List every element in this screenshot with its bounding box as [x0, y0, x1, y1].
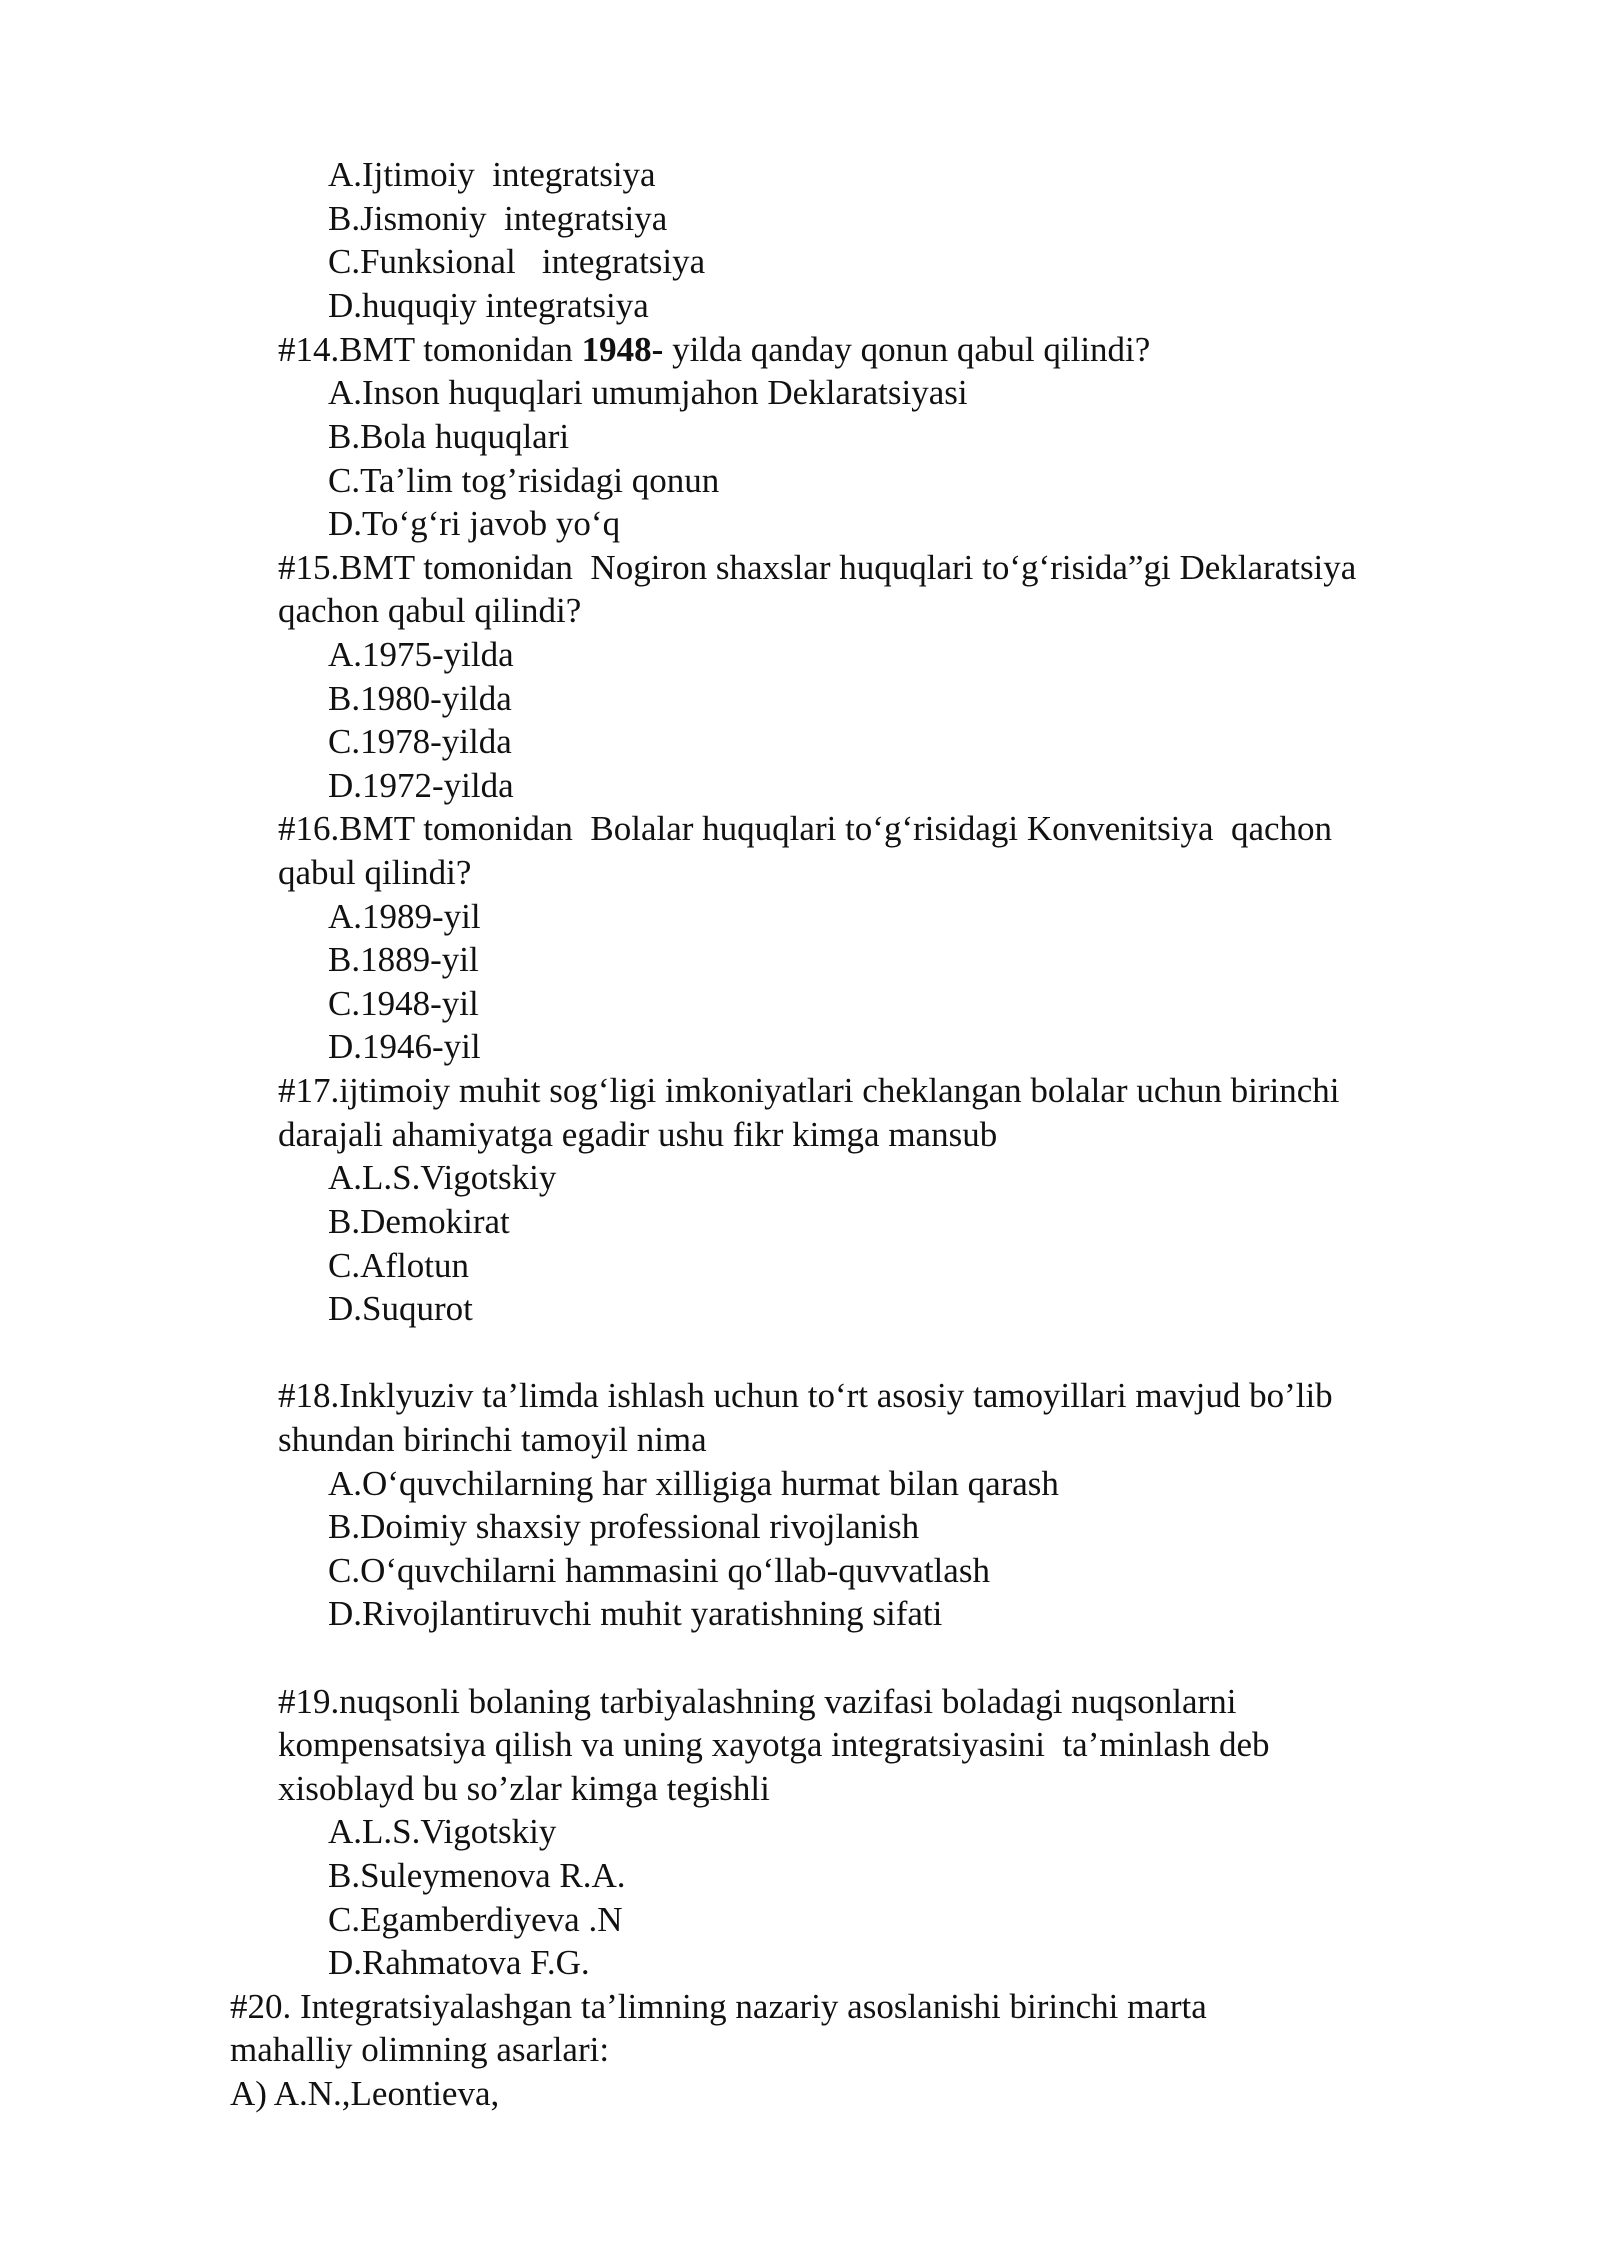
q19-question-line3: xisoblayd bu so’zlar kimga tegishli: [278, 1769, 770, 1808]
q17-option-b: B.Demokirat: [328, 1202, 510, 1241]
q18-option-c: C.O‘quvchilarni hammasini qo‘llab-quvvatlash: [328, 1551, 990, 1590]
q13-option-b: B.Jismoniy integratsiya: [328, 199, 668, 238]
q15-option-c: C.1978-yilda: [328, 722, 512, 761]
q16-question-line1: #16.BMT tomonidan Bolalar huquqlari to‘g‘risidagi Konvenitsiya qachon: [278, 809, 1333, 848]
q16-option-d: D.1946-yil: [328, 1027, 481, 1066]
q17-option-d: D.Suqurot: [328, 1289, 473, 1328]
q19-question-line1: #19.nuqsonli bolaning tarbiyalashning vazifasi boladagi nuqsonlarni: [278, 1682, 1237, 1721]
q19-option-c: C.Egamberdiyeva .N: [328, 1900, 623, 1939]
q17-option-a: A.L.S.Vigotskiy: [328, 1158, 557, 1197]
q15-question-line1: #15.BMT tomonidan Nogiron shaxslar huquqlari to‘g‘risida”gi Deklaratsiya: [278, 548, 1357, 587]
q14-prefix: #14.BMT tomonidan: [278, 330, 582, 369]
q16-option-b: B.1889-yil: [328, 940, 479, 979]
q17-question-line1: #17.ijtimoiy muhit sog‘ligi imkoniyatlari cheklangan bolalar uchun birinchi: [278, 1071, 1340, 1110]
q15-option-a: A.1975-yilda: [328, 635, 514, 674]
q20-question-line1: #20. Integratsiyalashgan ta’limning nazariy asoslanishi birinchi marta: [230, 1987, 1207, 2026]
q15-option-d: D.1972-yilda: [328, 766, 514, 805]
q19-question-line2: kompensatsiya qilish va uning xayotga integratsiyasini ta’minlash deb: [278, 1725, 1270, 1764]
q17-question-line2: darajali ahamiyatga egadir ushu fikr kimga mansub: [278, 1115, 998, 1154]
q17-option-c: C.Aflotun: [328, 1246, 469, 1285]
q14-option-b: B.Bola huquqlari: [328, 417, 570, 456]
q19-option-a: A.L.S.Vigotskiy: [328, 1812, 557, 1851]
q15-option-b: B.1980-yilda: [328, 679, 512, 718]
q19-option-b: B.Suleymenova R.A.: [328, 1856, 626, 1895]
q15-question-line2: qachon qabul qilindi?: [278, 591, 582, 630]
q14-year: 1948-: [581, 330, 664, 369]
q18-option-a: A.O‘quvchilarning har xilligiga hurmat bilan qarash: [328, 1464, 1059, 1503]
q16-option-a: A.1989-yil: [328, 897, 481, 936]
q13-option-d: D.huquqiy integratsiya: [328, 286, 649, 325]
q13-option-c: C.Funksional integratsiya: [328, 242, 706, 281]
q16-option-c: C.1948-yil: [328, 984, 479, 1023]
q18-question-line2: shundan birinchi tamoyil nima: [278, 1420, 707, 1459]
q14-option-c: C.Ta’lim tog’risidagi qonun: [328, 461, 720, 500]
q18-option-b: B.Doimiy shaxsiy professional rivojlanish: [328, 1507, 920, 1546]
q16-question-line2: qabul qilindi?: [278, 853, 472, 892]
q13-option-a: A.Ijtimoiy integratsiya: [328, 155, 656, 194]
q14-question: [278, 328, 1150, 372]
q20-option-a: A) A.N.,Leontieva,: [230, 2074, 500, 2113]
q18-option-d: D.Rivojlantiruvchi muhit yaratishning sifati: [328, 1594, 943, 1633]
q14-suffix: yilda qanday qonun qabul qilindi?: [663, 330, 1151, 369]
q14-option-d: D.To‘g‘ri javob yo‘q: [328, 504, 621, 543]
q19-option-d: D.Rahmatova F.G.: [328, 1943, 590, 1982]
q18-question-line1: #18.Inklyuziv ta’limda ishlash uchun to‘rt asosiy tamoyillari mavjud bo’lib: [278, 1376, 1333, 1415]
q14-option-a: A.Inson huquqlari umumjahon Deklaratsiyasi: [328, 373, 968, 412]
q20-question-line2: mahalliy olimning asarlari:: [230, 2030, 610, 2069]
